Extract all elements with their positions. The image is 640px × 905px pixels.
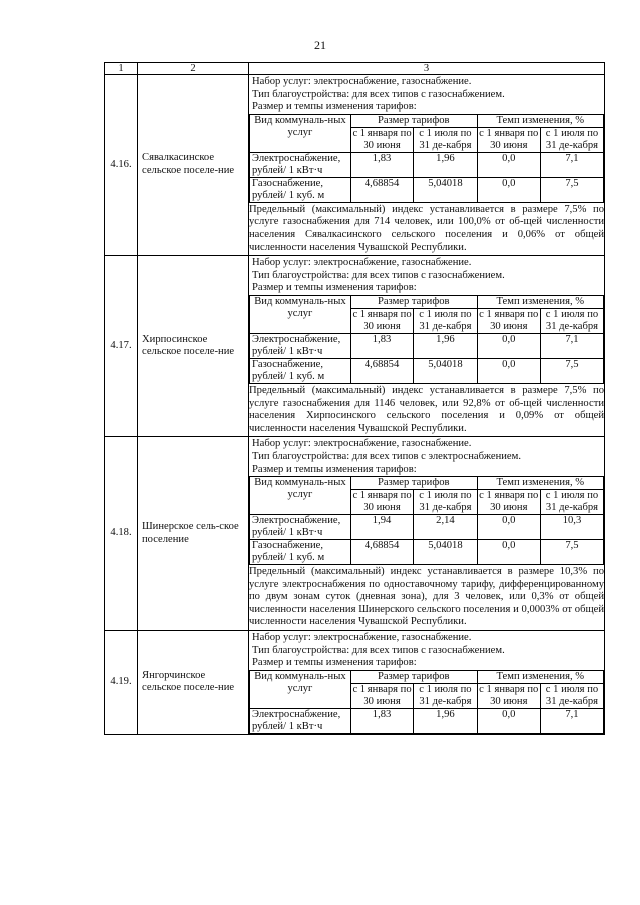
electric-size-jul: 1,96 bbox=[414, 333, 477, 358]
period-jan: с 1 января по 30 июня bbox=[477, 490, 540, 515]
header-service: Вид коммуналь-ных услуг bbox=[250, 295, 351, 333]
gas-label: Газоснабжение, рублей/ 1 куб. м bbox=[250, 540, 351, 565]
services-line: Набор услуг: электроснабжение, газоснабжение. bbox=[252, 76, 472, 87]
period-jul: с 1 июля по 31 де-кабря bbox=[540, 683, 603, 708]
column-numbers-row bbox=[105, 63, 605, 75]
gas-size-jan: 4,68854 bbox=[350, 358, 413, 383]
services-line: Набор услуг: электроснабжение, газоснабжение. bbox=[252, 257, 472, 269]
electric-label: Электроснабжение, рублей/ 1 кВт·ч bbox=[250, 152, 351, 177]
electric-rate-jul: 7,1 bbox=[540, 708, 603, 733]
electric-size-jan: 1,83 bbox=[350, 708, 413, 733]
gas-rate-jan: 0,0 bbox=[477, 177, 540, 202]
electric-rate-jul: 7,1 bbox=[540, 333, 603, 358]
electric-rate-jan: 0,0 bbox=[477, 708, 540, 733]
index-note: Предельный (максимальный) индекс устанавливается в размере 10,3% по услуге электроснабжения по одноставочному тарифу, дифференцированному по двум зонам суток (дневная зона), для 3 человек, или 0,3% от общей численности населения Шинерского сельского поселения и 0,0003% от общей численности населения Чувашской Республики. bbox=[249, 566, 604, 628]
index-note: Предельный (максимальный) индекс устанавливается в размере 7,5% по услуге газоснабжения для 714 человек, или 100,0% от об-щей численности населения Сявалкасинского сельского поселения и 0,06% от общей численности населения Чувашской Республики. bbox=[249, 203, 604, 253]
row-number: 4.16. bbox=[105, 75, 138, 256]
tariff-subtable bbox=[249, 114, 604, 203]
period-jul: с 1 июля по 31 де-кабря bbox=[414, 490, 477, 515]
gas-rate-jul: 7,5 bbox=[540, 177, 603, 202]
period-jan: с 1 января по 30 июня bbox=[350, 683, 413, 708]
period-jan: с 1 января по 30 июня bbox=[350, 127, 413, 152]
period-jan: с 1 января по 30 июня bbox=[350, 490, 413, 515]
settlement-name: Сявалкасинское сельское поселе-ние bbox=[138, 75, 249, 256]
settlement-row bbox=[105, 437, 605, 631]
improvement-line: Тип благоустройства: для всех типов с электроснабжением. bbox=[252, 450, 521, 462]
electric-label: Электроснабжение, рублей/ 1 кВт·ч bbox=[250, 515, 351, 540]
settlement-row bbox=[105, 75, 605, 256]
electric-label: Электроснабжение, рублей/ 1 кВт·ч bbox=[250, 333, 351, 358]
settlement-row bbox=[105, 631, 605, 735]
header-rate: Темп изменения, % bbox=[477, 477, 603, 490]
gas-label: Газоснабжение, рублей/ 1 куб. м bbox=[250, 358, 351, 383]
gas-rate-jul: 7,5 bbox=[540, 358, 603, 383]
header-size: Размер тарифов bbox=[350, 477, 477, 490]
electric-size-jul: 2,14 bbox=[414, 515, 477, 540]
header-service: Вид коммуналь-ных услуг bbox=[250, 670, 351, 708]
settlement-details bbox=[249, 75, 605, 256]
tariff-sizes-line: Размер и темпы изменения тарифов: bbox=[252, 463, 417, 475]
gas-size-jul: 5,04018 bbox=[414, 177, 477, 202]
row-number: 4.18. bbox=[105, 437, 138, 631]
improvement-line: Тип благоустройства: для всех типов с газоснабжением. bbox=[252, 644, 505, 656]
electric-size-jul: 1,96 bbox=[414, 708, 477, 733]
settlement-row bbox=[105, 256, 605, 437]
electric-size-jul: 1,96 bbox=[414, 152, 477, 177]
period-jan: с 1 января по 30 июня bbox=[350, 308, 413, 333]
electric-size-jan: 1,83 bbox=[350, 333, 413, 358]
electric-label: Электроснабжение, рублей/ 1 кВт·ч bbox=[250, 708, 351, 733]
period-jan: с 1 января по 30 июня bbox=[477, 683, 540, 708]
electric-rate-jul: 10,3 bbox=[540, 515, 603, 540]
header-service: Вид коммуналь-ных услуг bbox=[250, 114, 351, 152]
gas-rate-jan: 0,0 bbox=[477, 540, 540, 565]
tariff-sizes-line: Размер и темпы изменения тарифов: bbox=[252, 657, 417, 669]
gas-size-jan: 4,68854 bbox=[350, 540, 413, 565]
electric-rate-jan: 0,0 bbox=[477, 152, 540, 177]
header-size: Размер тарифов bbox=[350, 670, 477, 683]
period-jan: с 1 января по 30 июня bbox=[477, 308, 540, 333]
electric-rate-jul: 7,1 bbox=[540, 152, 603, 177]
row-number: 4.19. bbox=[105, 631, 138, 735]
header-rate: Темп изменения, % bbox=[477, 114, 603, 127]
settlement-name: Янгорчинское сельское поселе-ние bbox=[138, 631, 249, 735]
electric-rate-jan: 0,0 bbox=[477, 515, 540, 540]
services-line: Набор услуг: электроснабжение, газоснабжение. bbox=[252, 632, 472, 644]
gas-label: Газоснабжение, рублей/ 1 куб. м bbox=[250, 177, 351, 202]
settlement-details bbox=[249, 437, 605, 631]
tariff-subtable bbox=[249, 295, 604, 384]
gas-size-jul: 5,04018 bbox=[414, 358, 477, 383]
column-number-3: 3 bbox=[249, 63, 605, 75]
gas-size-jul: 5,04018 bbox=[414, 540, 477, 565]
period-jul: с 1 июля по 31 де-кабря bbox=[414, 127, 477, 152]
improvement-line: Тип благоустройства: для всех типов с газоснабжением. bbox=[252, 269, 505, 281]
header-rate: Темп изменения, % bbox=[477, 295, 603, 308]
electric-rate-jan: 0,0 bbox=[477, 333, 540, 358]
settlement-details bbox=[249, 631, 605, 735]
tariff-table bbox=[104, 62, 605, 735]
period-jul: с 1 июля по 31 де-кабря bbox=[540, 127, 603, 152]
electric-size-jan: 1,94 bbox=[350, 515, 413, 540]
column-number-1: 1 bbox=[105, 63, 138, 75]
gas-rate-jan: 0,0 bbox=[477, 358, 540, 383]
period-jul: с 1 июля по 31 де-кабря bbox=[540, 308, 603, 333]
tariff-subtable bbox=[249, 670, 604, 734]
period-jul: с 1 июля по 31 де-кабря bbox=[540, 490, 603, 515]
page-number: 21 bbox=[314, 38, 326, 52]
settlement-name: Хирпосинское сельское поселе-ние bbox=[138, 256, 249, 437]
header-rate: Темп изменения, % bbox=[477, 670, 603, 683]
header-size: Размер тарифов bbox=[350, 295, 477, 308]
tariff-subtable bbox=[249, 476, 604, 565]
improvement-line: Тип благоустройства: для всех типов с газоснабжением. bbox=[252, 88, 505, 100]
electric-size-jan: 1,83 bbox=[350, 152, 413, 177]
services-line: Набор услуг: электроснабжение, газоснабжение. bbox=[252, 438, 472, 450]
tariff-sizes-line: Размер и темпы изменения тарифов: bbox=[252, 101, 417, 113]
index-note: Предельный (максимальный) индекс устанавливается в размере 7,5% по услуге газоснабжения для 1146 человек, или 92,8% от об-щей численности населения Хирпосинского сельского поселения и 0,09% от общей численности населения Чувашской Республики. bbox=[249, 384, 604, 434]
gas-size-jan: 4,68854 bbox=[350, 177, 413, 202]
settlement-details bbox=[249, 256, 605, 437]
header-size: Размер тарифов bbox=[350, 114, 477, 127]
header-service: Вид коммуналь-ных услуг bbox=[250, 477, 351, 515]
tariff-sizes-line: Размер и темпы изменения тарифов: bbox=[252, 282, 417, 294]
gas-rate-jul: 7,5 bbox=[540, 540, 603, 565]
column-number-2: 2 bbox=[138, 63, 249, 75]
period-jul: с 1 июля по 31 де-кабря bbox=[414, 683, 477, 708]
period-jul: с 1 июля по 31 де-кабря bbox=[414, 308, 477, 333]
row-number: 4.17. bbox=[105, 256, 138, 437]
settlement-name: Шинерское сель-ское поселение bbox=[138, 437, 249, 631]
period-jan: с 1 января по 30 июня bbox=[477, 127, 540, 152]
